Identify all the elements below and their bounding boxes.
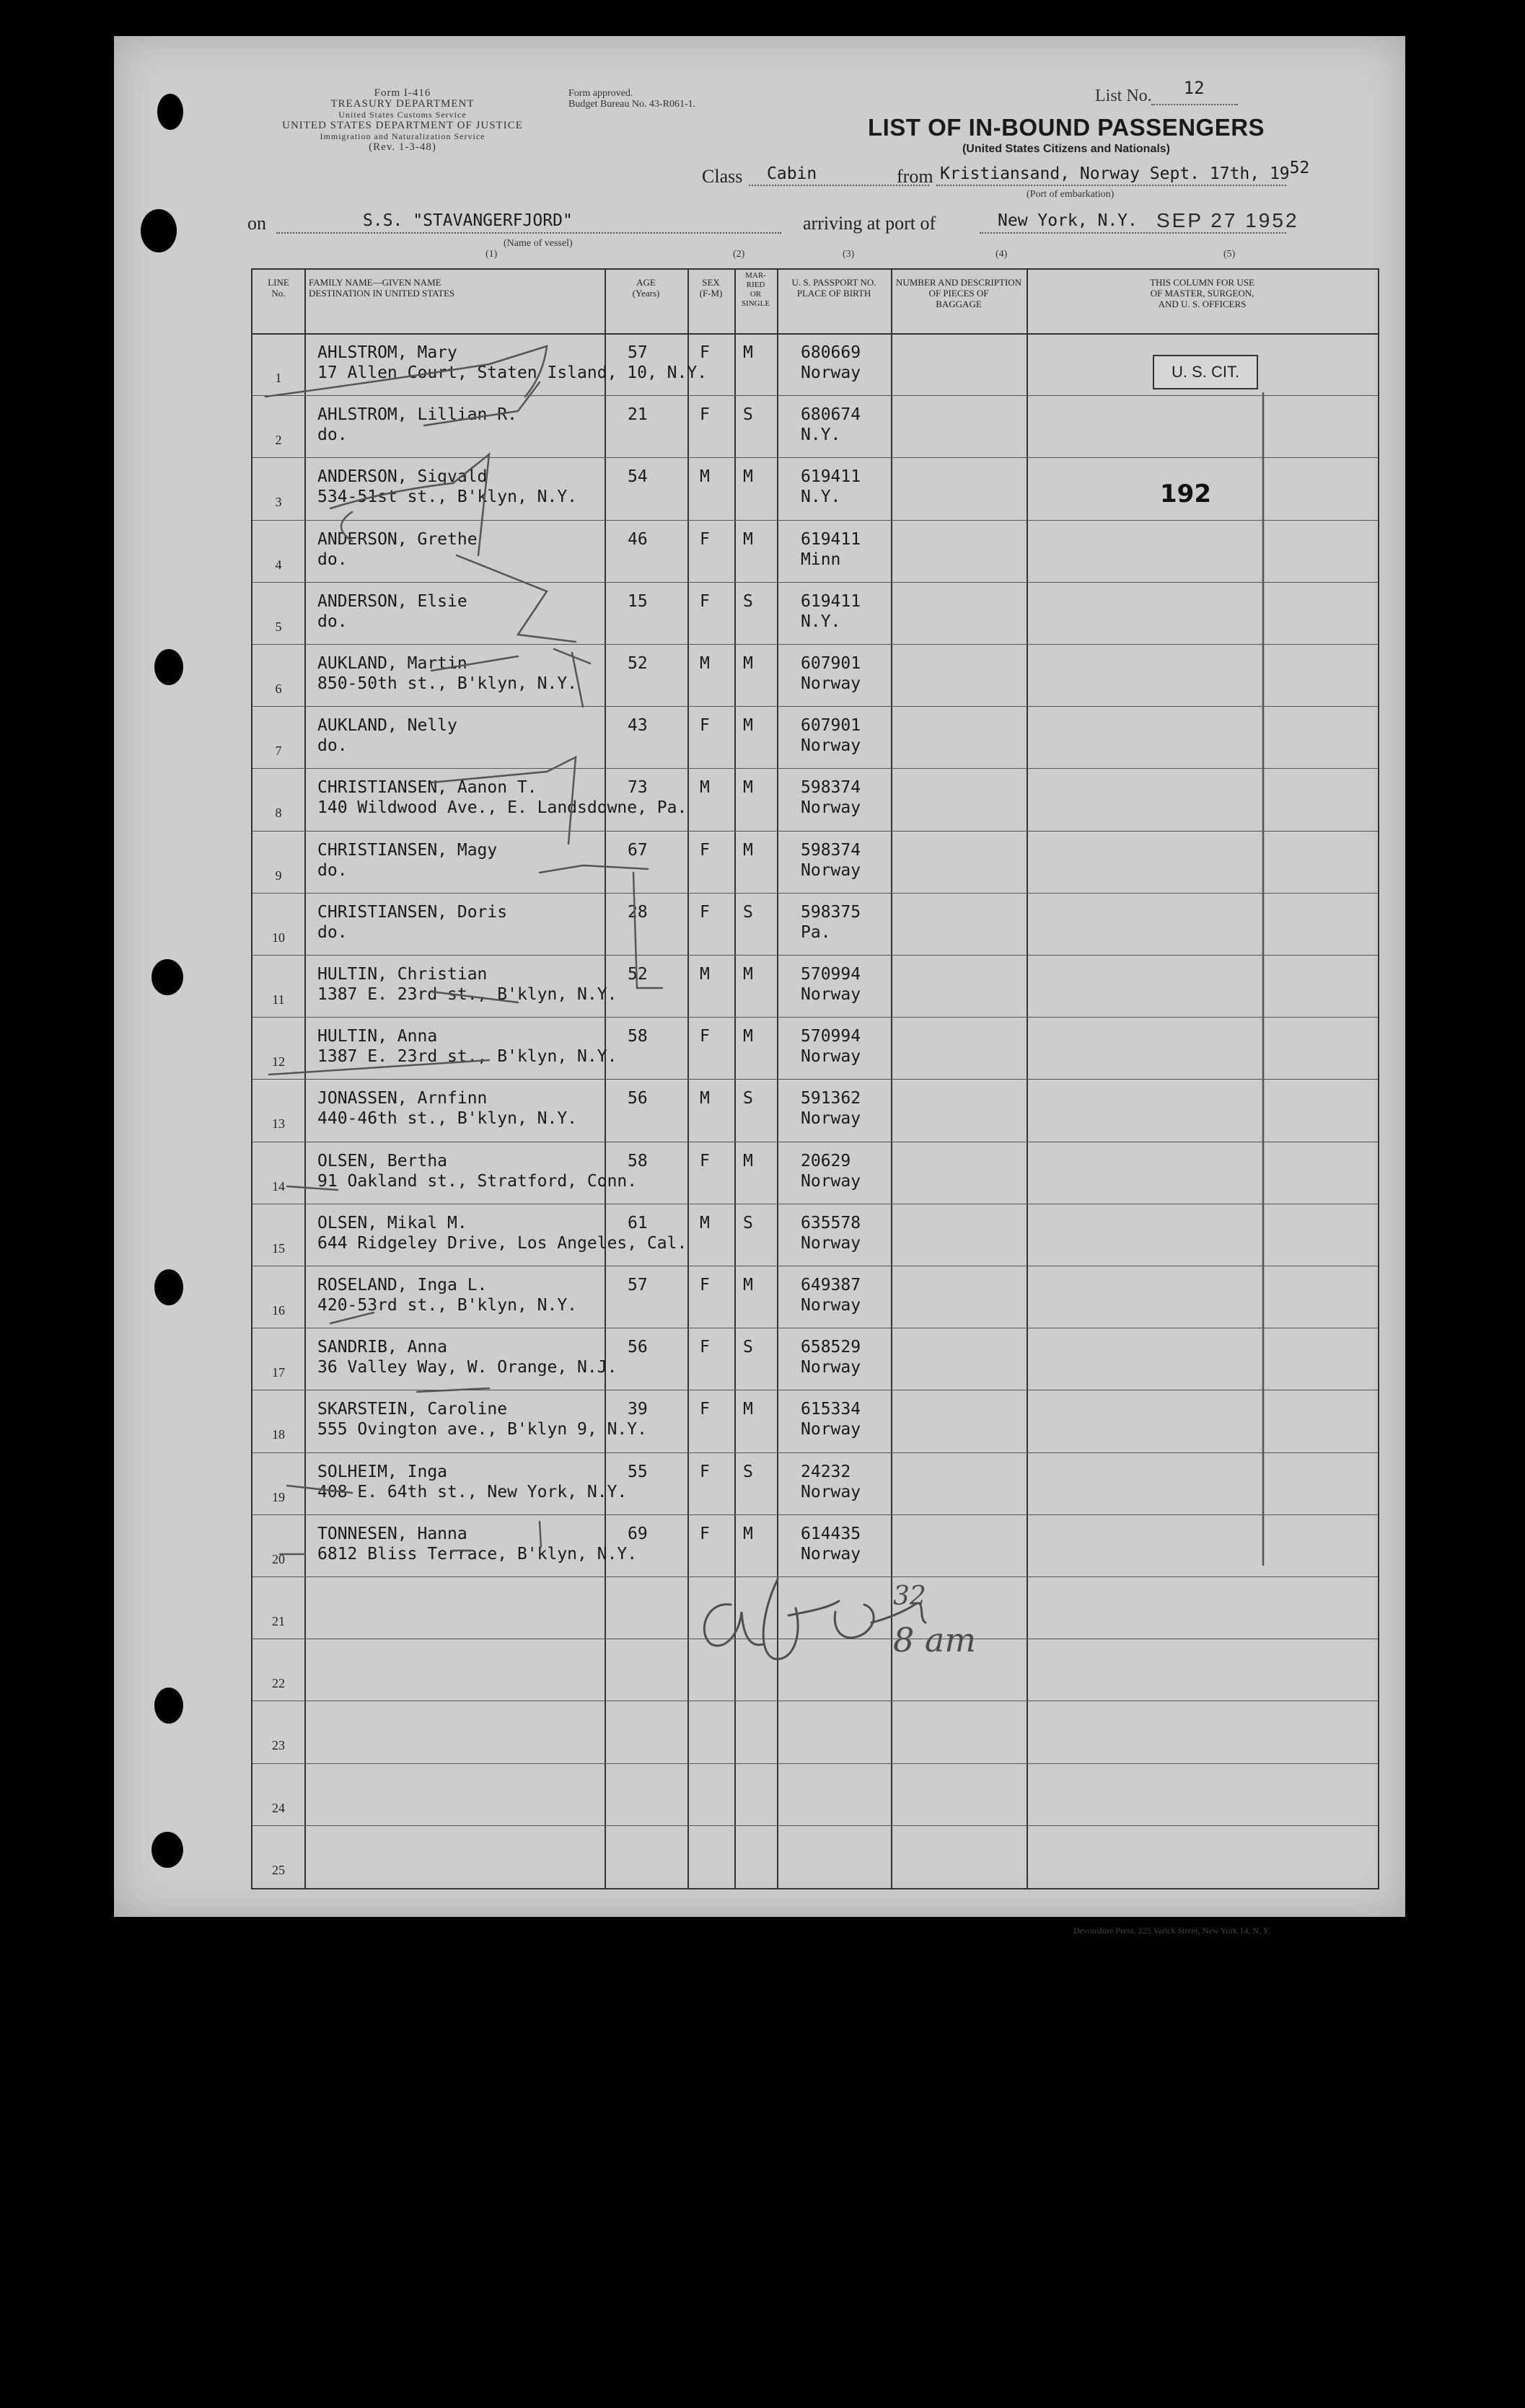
passenger-name: SANDRIB, Anna	[317, 1338, 448, 1357]
passenger-marital-status: M	[743, 778, 753, 798]
handwritten-number: 32	[893, 1582, 926, 1611]
row-divider	[252, 1452, 1378, 1453]
passenger-sex: F	[700, 716, 710, 736]
passenger-destination: 420-53rd st., B'klyn, N.Y.	[317, 1296, 578, 1315]
passenger-name: HULTIN, Christian	[317, 965, 488, 984]
passenger-marital-status: M	[743, 343, 753, 362]
header-sex: SEX (F-M)	[699, 277, 723, 299]
passenger-sex: M	[700, 778, 710, 798]
line-number: 6	[275, 682, 282, 696]
vessel-name: S.S. "STAVANGERFJORD"	[363, 211, 573, 230]
line-number: 22	[272, 1676, 285, 1691]
handwritten-time: 8 am	[893, 1620, 976, 1659]
line-number: 4	[275, 557, 282, 572]
manifest-title: LIST OF IN-BOUND PASSENGERS	[867, 114, 1265, 141]
passenger-sex: F	[700, 405, 710, 425]
place-of-birth: Norway	[801, 1544, 861, 1564]
passenger-marital-status: M	[743, 1151, 753, 1170]
passport-number: 619411	[801, 467, 861, 487]
form-number: Form I-416	[374, 87, 431, 99]
passenger-age: 15	[628, 591, 648, 611]
passenger-age: 58	[628, 1151, 648, 1170]
budget-approval	[568, 88, 695, 110]
header-name-destination: FAMILY NAME—GIVEN NAME DESTINATION IN UNITED STATES	[309, 277, 455, 299]
class-label: Class	[702, 166, 743, 187]
place-of-birth: Norway	[801, 798, 861, 818]
passenger-name: SKARSTEIN, Caroline	[317, 1400, 508, 1419]
place-of-birth: N.Y.	[801, 425, 841, 445]
passenger-age: 57	[628, 343, 648, 362]
passenger-age: 39	[628, 1400, 648, 1419]
passport-number: 680669	[801, 343, 861, 362]
vessel-caption: (Name of vessel)	[504, 238, 573, 249]
place-of-birth: Norway	[801, 736, 861, 756]
row-divider	[252, 457, 1378, 458]
column-number-2: (2)	[733, 249, 745, 260]
passenger-name: SOLHEIM, Inga	[317, 1462, 448, 1481]
passenger-marital-status: M	[743, 1276, 753, 1295]
passenger-age: 28	[628, 902, 648, 922]
line-number: 24	[272, 1800, 285, 1815]
passenger-name: CHRISTIANSEN, Magy	[317, 840, 498, 860]
passenger-marital-status: S	[743, 1089, 753, 1108]
passenger-marital-status: M	[743, 529, 753, 549]
passport-number: 598374	[801, 778, 861, 798]
row-divider	[252, 831, 1378, 832]
passenger-age: 55	[628, 1462, 648, 1481]
passenger-destination: 1387 E. 23rd st., B'klyn, N.Y.	[317, 985, 618, 1004]
passenger-marital-status: M	[743, 467, 753, 487]
passenger-age: 54	[628, 467, 648, 487]
line-number: 19	[272, 1489, 285, 1504]
passenger-sex: F	[700, 591, 710, 611]
class-value: Cabin	[767, 164, 817, 183]
passenger-sex: F	[700, 1462, 710, 1481]
manifest-subtitle: (United States Citizens and Nationals)	[962, 143, 1171, 155]
line-number: 25	[272, 1862, 285, 1877]
passenger-age: 58	[628, 1027, 648, 1046]
passenger-age: 52	[628, 965, 648, 984]
passenger-name: JONASSEN, Arnfinn	[317, 1089, 488, 1108]
passenger-sex: F	[700, 902, 710, 922]
arrival-port: New York, N.Y.	[998, 211, 1138, 230]
binder-hole	[154, 649, 183, 685]
row-divider	[252, 644, 1378, 645]
passport-number: 20629	[801, 1151, 851, 1170]
customs-service: United States Customs Service	[338, 110, 467, 120]
treasury-dept: TREASURY DEPARTMENT	[330, 98, 475, 110]
list-number-label: List No.	[1095, 87, 1152, 105]
place-of-birth: Norway	[801, 1171, 861, 1191]
row-divider	[252, 893, 1378, 894]
manifest-page	[114, 36, 1405, 1936]
row-divider	[252, 1576, 1378, 1577]
line-number: 9	[275, 868, 282, 883]
passport-number: 615334	[801, 1400, 861, 1419]
place-of-birth: Norway	[801, 363, 861, 382]
passport-number: 607901	[801, 716, 861, 736]
column-number-4: (4)	[996, 249, 1008, 260]
row-divider	[252, 955, 1378, 956]
row-divider	[252, 395, 1378, 396]
on-label: on	[247, 213, 266, 234]
passenger-age: 73	[628, 778, 648, 798]
line-number: 13	[272, 1116, 285, 1132]
place-of-birth: Norway	[801, 674, 861, 693]
passenger-name: AUKLAND, Nelly	[317, 716, 457, 736]
place-of-birth: N.Y.	[801, 612, 841, 631]
passport-number: 598375	[801, 902, 861, 922]
row-divider	[252, 768, 1378, 769]
binder-hole	[154, 1269, 183, 1305]
passenger-destination: 408 E. 64th st., New York, N.Y.	[317, 1482, 628, 1501]
passenger-marital-status: S	[743, 405, 753, 425]
arriving-label: arriving at port of	[803, 213, 936, 234]
column-number-1: (1)	[485, 249, 498, 260]
passenger-age: 69	[628, 1524, 648, 1543]
line-number: 12	[272, 1054, 285, 1070]
passenger-marital-status: S	[743, 902, 753, 922]
passenger-marital-status: S	[743, 1462, 753, 1481]
header-marital: MAR- RIED OR SINGLE	[741, 271, 770, 308]
port-embarkation-caption: (Port of embarkation)	[1027, 189, 1115, 200]
passport-number: 607901	[801, 654, 861, 673]
passenger-marital-status: M	[743, 1027, 753, 1046]
line-number: 15	[272, 1240, 285, 1256]
place-of-birth: Norway	[801, 1482, 861, 1501]
passenger-age: 56	[628, 1338, 648, 1357]
doj-label: UNITED STATES DEPARTMENT OF JUSTICE	[282, 120, 523, 131]
binder-hole	[154, 1688, 183, 1724]
line-number: 5	[275, 619, 282, 634]
passenger-age: 61	[628, 1213, 648, 1232]
line-number: 1	[275, 371, 282, 385]
row-divider	[252, 1017, 1378, 1018]
passport-number: 649387	[801, 1276, 861, 1295]
approval-line-1: Form approved.	[568, 88, 633, 99]
from-label: from	[897, 166, 933, 187]
place-of-birth: Norway	[801, 860, 861, 880]
passenger-name: CHRISTIANSEN, Aanon T.	[317, 778, 537, 798]
passenger-age: 21	[628, 405, 648, 425]
passenger-marital-status: S	[743, 1338, 753, 1357]
place-of-birth: Norway	[801, 985, 861, 1004]
row-divider	[252, 706, 1378, 707]
line-number: 14	[272, 1178, 285, 1194]
passenger-sex: M	[700, 1213, 710, 1232]
passenger-name: CHRISTIANSEN, Doris	[317, 902, 508, 922]
approval-line-2: Budget Bureau No. 43-R061-1.	[568, 99, 696, 110]
header-line-no: LINE No.	[268, 277, 289, 299]
place-of-birth: Pa.	[801, 922, 831, 942]
passenger-destination: 36 Valley Way, W. Orange, N.J.	[317, 1358, 618, 1377]
passport-number: 658529	[801, 1338, 861, 1357]
passport-number: 591362	[801, 1089, 861, 1108]
place-of-birth: Norway	[801, 1233, 861, 1253]
header-age: AGE (Years)	[632, 277, 660, 299]
passenger-name: ROSELAND, Inga L.	[317, 1276, 488, 1295]
passenger-name: AHLSTROM, Lillian R.	[317, 405, 517, 425]
passport-number: 619411	[801, 529, 861, 549]
line-number: 10	[272, 930, 285, 945]
line-number: 8	[275, 806, 282, 821]
passenger-age: 67	[628, 840, 648, 860]
passenger-destination: do.	[317, 550, 348, 569]
passenger-destination: 140 Wildwood Ave., E. Landsdowne, Pa.	[317, 798, 687, 818]
passenger-name: AHLSTROM, Mary	[317, 343, 457, 362]
place-of-birth: Minn	[801, 550, 841, 569]
passenger-sex: F	[700, 1400, 710, 1419]
passenger-destination: 850-50th st., B'klyn, N.Y.	[317, 674, 578, 693]
passport-number: 24232	[801, 1462, 851, 1481]
passport-number: 598374	[801, 840, 861, 860]
row-divider	[252, 582, 1378, 583]
binder-hole	[141, 209, 177, 252]
line-number: 3	[275, 495, 282, 510]
place-of-birth: Norway	[801, 1420, 861, 1439]
passport-number: 570994	[801, 1027, 861, 1046]
passenger-marital-status: M	[743, 716, 753, 736]
passenger-name: OLSEN, Mikal M.	[317, 1213, 467, 1232]
passenger-sex: F	[700, 343, 710, 362]
passenger-destination: 534-51st st., B'klyn, N.Y.	[317, 488, 578, 507]
passenger-marital-status: S	[743, 1213, 753, 1232]
passenger-name: HULTIN, Anna	[317, 1027, 438, 1046]
line-number: 23	[272, 1738, 285, 1753]
passenger-marital-status: M	[743, 1524, 753, 1543]
passport-number: 635578	[801, 1213, 861, 1232]
list-number	[1095, 78, 1205, 106]
passenger-sex: F	[700, 840, 710, 860]
passenger-destination: 17 Allen Court, Staten Island, 10, N.Y.	[317, 363, 708, 382]
passenger-sex: F	[700, 529, 710, 549]
header-officers: THIS COLUMN FOR USE OF MASTER, SURGEON, AND U. S. OFFICERS	[1150, 277, 1254, 309]
passenger-sex: M	[700, 654, 710, 673]
row-divider	[252, 1763, 1378, 1764]
passenger-destination: 555 Ovington ave., B'klyn 9, N.Y.	[317, 1420, 647, 1439]
embarkation-text: Kristiansand, Norway Sept. 17th, 19	[940, 164, 1290, 183]
ins-label: Immigration and Naturalization Service	[320, 131, 485, 141]
passenger-sex: F	[700, 1276, 710, 1295]
line-number: 16	[272, 1303, 285, 1318]
line-number: 21	[272, 1614, 285, 1628]
row-divider	[252, 1514, 1378, 1515]
embarkation-year: 52	[1289, 159, 1310, 177]
row-divider	[252, 1079, 1378, 1080]
place-of-birth: N.Y.	[801, 488, 841, 507]
header-passport: U. S. PASSPORT NO. PLACE OF BIRTH	[791, 277, 876, 299]
passport-number: 619411	[801, 591, 861, 611]
passenger-age: 46	[628, 529, 648, 549]
passenger-destination: 440-46th st., B'klyn, N.Y.	[317, 1109, 578, 1129]
passenger-sex: F	[700, 1524, 710, 1543]
passenger-destination: 6812 Bliss Terrace, B'klyn, N.Y.	[317, 1544, 638, 1564]
passenger-sex: F	[700, 1338, 710, 1357]
passenger-name: AUKLAND, Martin	[317, 654, 467, 673]
passenger-destination: 644 Ridgeley Drive, Los Angeles, Cal.	[317, 1233, 687, 1253]
passenger-age: 57	[628, 1276, 648, 1295]
list-number-value: 12	[1183, 78, 1205, 98]
passenger-name: ANDERSON, Elsie	[317, 591, 467, 611]
column-number-5: (5)	[1223, 249, 1236, 260]
passenger-destination: do.	[317, 425, 348, 445]
passenger-name: ANDERSON, Grethe	[317, 529, 478, 549]
passport-number: 614435	[801, 1524, 861, 1543]
passenger-name: ANDERSON, Sigvald	[317, 467, 488, 487]
passenger-sex: F	[700, 1151, 710, 1170]
place-of-birth: Norway	[801, 1296, 861, 1315]
passenger-marital-status: M	[743, 840, 753, 860]
passenger-marital-status: M	[743, 1400, 753, 1419]
header-baggage: NUMBER AND DESCRIPTION OF PIECES OF BAGGAGE	[895, 277, 1022, 309]
line-number: 11	[272, 992, 285, 1007]
passenger-destination: do.	[317, 860, 348, 880]
line-number: 7	[275, 744, 282, 759]
embarkation-value	[940, 159, 1310, 183]
passenger-sex: M	[700, 965, 710, 984]
passenger-sex: M	[700, 467, 710, 487]
line-number: 17	[272, 1365, 285, 1380]
passenger-age: 43	[628, 716, 648, 736]
row-divider	[252, 520, 1378, 521]
place-of-birth: Norway	[801, 1358, 861, 1377]
binder-hole	[151, 959, 183, 995]
passenger-sex: M	[700, 1089, 710, 1108]
passenger-destination: do.	[317, 612, 348, 631]
passenger-age: 52	[628, 654, 648, 673]
row-divider	[252, 1825, 1378, 1826]
officer-count: 192	[1160, 480, 1211, 508]
passenger-name: TONNESEN, Hanna	[317, 1524, 467, 1543]
column-number-3: (3)	[843, 249, 855, 260]
passport-number: 570994	[801, 965, 861, 984]
passport-number: 680674	[801, 405, 861, 425]
arrival-date-stamp: SEP 27 1952	[1156, 209, 1299, 231]
passenger-destination: 91 Oakland st., Stratford, Conn.	[317, 1171, 638, 1191]
passenger-age: 56	[628, 1089, 648, 1108]
passenger-marital-status: S	[743, 591, 753, 611]
line-number: 20	[272, 1551, 285, 1566]
printer-imprint: Devonshire Press, 225 Varick Street, New York 14, N. Y.	[1073, 1926, 1270, 1936]
passenger-sex: F	[700, 1027, 710, 1046]
passenger-marital-status: M	[743, 654, 753, 673]
form-identifier-block	[273, 88, 532, 153]
passenger-destination: 1387 E. 23rd st., B'klyn, N.Y.	[317, 1047, 618, 1067]
binder-hole	[151, 1832, 183, 1868]
place-of-birth: Norway	[801, 1047, 861, 1067]
passenger-marital-status: M	[743, 965, 753, 984]
passenger-table	[251, 268, 1379, 1889]
passenger-destination: do.	[317, 736, 348, 756]
line-number: 18	[272, 1427, 285, 1442]
revision-label: (Rev. 1-3-48)	[369, 141, 436, 153]
line-number: 2	[275, 433, 282, 448]
us-citizen-stamp: U. S. CIT.	[1153, 355, 1258, 389]
place-of-birth: Norway	[801, 1109, 861, 1129]
passenger-destination: do.	[317, 922, 348, 942]
passenger-name: OLSEN, Bertha	[317, 1151, 448, 1170]
binder-hole	[157, 94, 183, 130]
